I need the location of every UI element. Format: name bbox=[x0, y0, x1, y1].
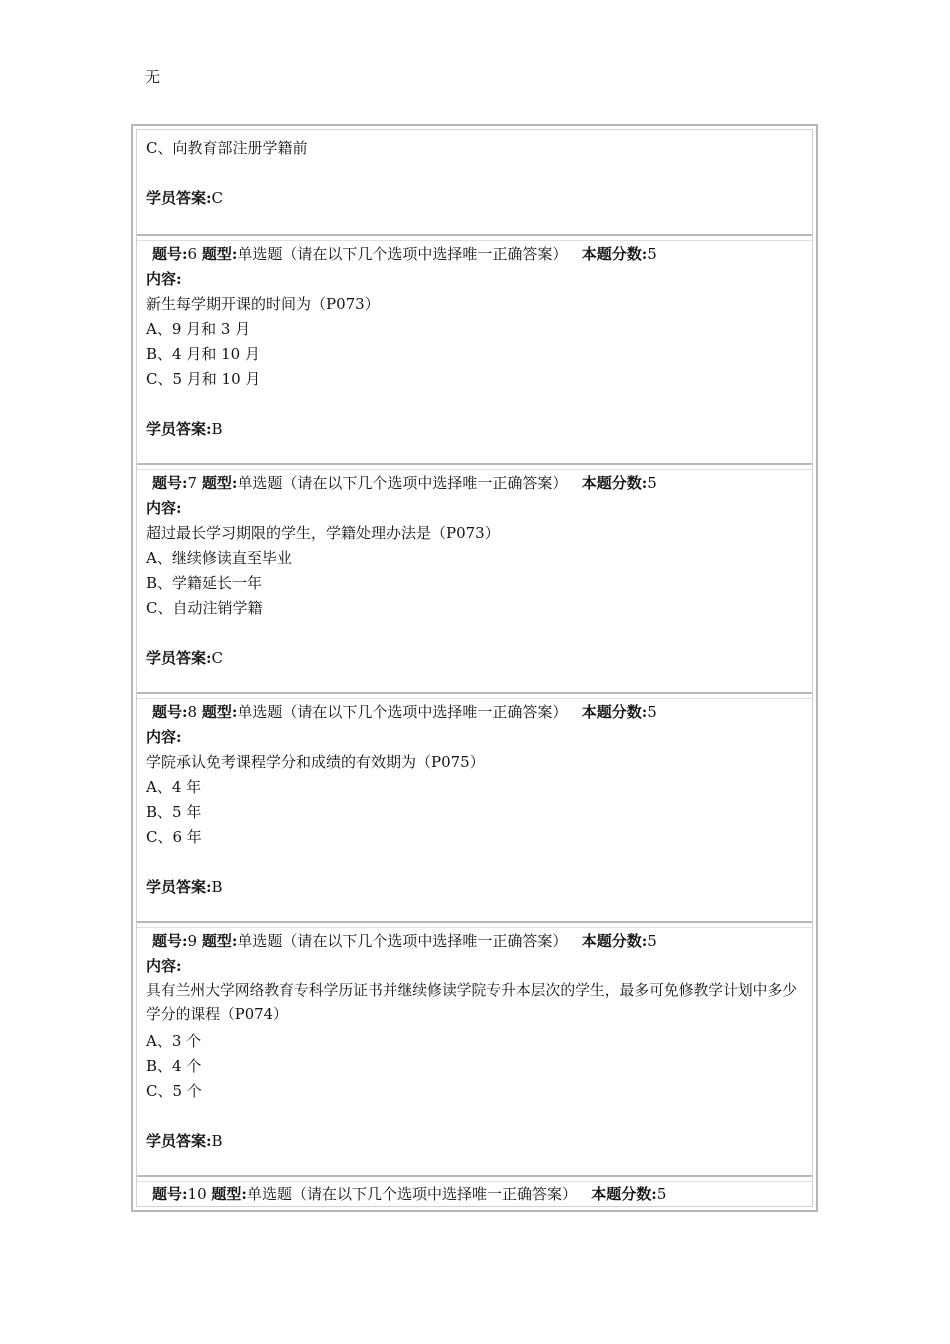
score-label: 本题分数: bbox=[591, 1185, 657, 1203]
qtype-value: 单选题（请在以下几个选项中选择唯一正确答案） bbox=[246, 1185, 577, 1203]
qnum-label: 题号: bbox=[152, 1185, 188, 1203]
question-block-9 bbox=[137, 927, 812, 1177]
answer-label: 学员答案: bbox=[146, 189, 212, 207]
answer-line bbox=[146, 1130, 806, 1152]
qnum-label: 题号: bbox=[152, 474, 188, 492]
question-header bbox=[152, 472, 806, 494]
qnum-value: 8 bbox=[187, 703, 198, 721]
qtype-label: 题型: bbox=[201, 245, 238, 263]
top-text: 无 bbox=[145, 68, 161, 86]
qnum-value: 9 bbox=[187, 932, 198, 950]
answer-value: C bbox=[211, 649, 224, 667]
score-value: 5 bbox=[647, 474, 657, 492]
answer-value: B bbox=[211, 878, 223, 896]
answer-line bbox=[146, 647, 806, 669]
option-c: C、自动注销学籍 bbox=[146, 599, 263, 617]
question-list-frame bbox=[131, 124, 818, 1212]
qtype-label: 题型: bbox=[201, 932, 238, 950]
answer-label: 学员答案: bbox=[146, 1132, 212, 1150]
score-label: 本题分数: bbox=[581, 245, 648, 263]
option-b: B、学籍延长一年 bbox=[146, 574, 263, 592]
content-label: 内容: bbox=[146, 728, 182, 746]
qnum-label: 题号: bbox=[152, 932, 188, 950]
option-b: B、5 年 bbox=[146, 803, 202, 821]
score-label: 本题分数: bbox=[581, 703, 648, 721]
answer-label: 学员答案: bbox=[146, 420, 212, 438]
score-value: 5 bbox=[647, 245, 657, 263]
qtype-value: 单选题（请在以下几个选项中选择唯一正确答案） bbox=[237, 932, 568, 950]
question-header bbox=[152, 930, 806, 952]
score-label: 本题分数: bbox=[581, 474, 648, 492]
option-c: C、6 年 bbox=[146, 828, 202, 846]
content-label: 内容: bbox=[146, 957, 182, 975]
answer-line bbox=[146, 876, 806, 898]
question-text: 具有兰州大学网络教育专科学历证书并继续修读学院专升本层次的学生，最多可免修教学计划中多少学分的课程（P074） bbox=[146, 982, 798, 1023]
option-b: B、4 月和 10 月 bbox=[146, 345, 260, 363]
question-text: 超过最长学习期限的学生，学籍处理办法是（P073） bbox=[146, 524, 500, 542]
qtype-label: 题型: bbox=[201, 703, 238, 721]
question-header bbox=[152, 1183, 806, 1205]
question-list-inner bbox=[136, 129, 813, 1207]
qtype-label: 题型: bbox=[201, 474, 238, 492]
question-block-6 bbox=[137, 240, 812, 462]
qnum-value: 10 bbox=[187, 1185, 207, 1203]
option-a: A、9 月和 3 月 bbox=[146, 320, 251, 338]
option-a: A、3 个 bbox=[146, 1032, 202, 1050]
score-label: 本题分数: bbox=[581, 932, 648, 950]
question-text: 新生每学期开课的时间为（P073） bbox=[146, 295, 380, 313]
content-label: 内容: bbox=[146, 270, 182, 288]
answer-line bbox=[146, 187, 806, 209]
question-header bbox=[152, 243, 806, 265]
content-label: 内容: bbox=[146, 499, 182, 517]
qnum-label: 题号: bbox=[152, 703, 188, 721]
score-value: 5 bbox=[647, 932, 657, 950]
question-header bbox=[152, 701, 806, 723]
answer-value: C bbox=[211, 189, 224, 207]
score-value: 5 bbox=[647, 703, 657, 721]
qnum-value: 7 bbox=[187, 474, 198, 492]
answer-label: 学员答案: bbox=[146, 878, 212, 896]
option-c: C、向教育部注册学籍前 bbox=[146, 139, 308, 157]
qnum-label: 题号: bbox=[152, 245, 188, 263]
option-b: B、4 个 bbox=[146, 1057, 202, 1075]
option-c: C、5 个 bbox=[146, 1082, 202, 1100]
question-block-10 bbox=[137, 1181, 812, 1209]
qtype-label: 题型: bbox=[211, 1185, 247, 1203]
qtype-value: 单选题（请在以下几个选项中选择唯一正确答案） bbox=[237, 245, 568, 263]
question-block-8 bbox=[137, 698, 812, 920]
answer-value: B bbox=[211, 420, 223, 438]
answer-line bbox=[146, 418, 806, 440]
answer-label: 学员答案: bbox=[146, 649, 212, 667]
qtype-value: 单选题（请在以下几个选项中选择唯一正确答案） bbox=[237, 703, 568, 721]
option-a: A、继续修读直至毕业 bbox=[146, 549, 292, 567]
option-c: C、5 月和 10 月 bbox=[146, 370, 261, 388]
option-a: A、4 年 bbox=[146, 778, 202, 796]
score-value: 5 bbox=[656, 1185, 667, 1203]
qnum-value: 6 bbox=[187, 245, 198, 263]
question-text: 学院承认免考课程学分和成绩的有效期为（P075） bbox=[146, 753, 485, 771]
question-block-7 bbox=[137, 469, 812, 691]
qtype-value: 单选题（请在以下几个选项中选择唯一正确答案） bbox=[237, 474, 568, 492]
question-block-5-tail bbox=[137, 130, 812, 234]
answer-value: B bbox=[211, 1132, 223, 1150]
